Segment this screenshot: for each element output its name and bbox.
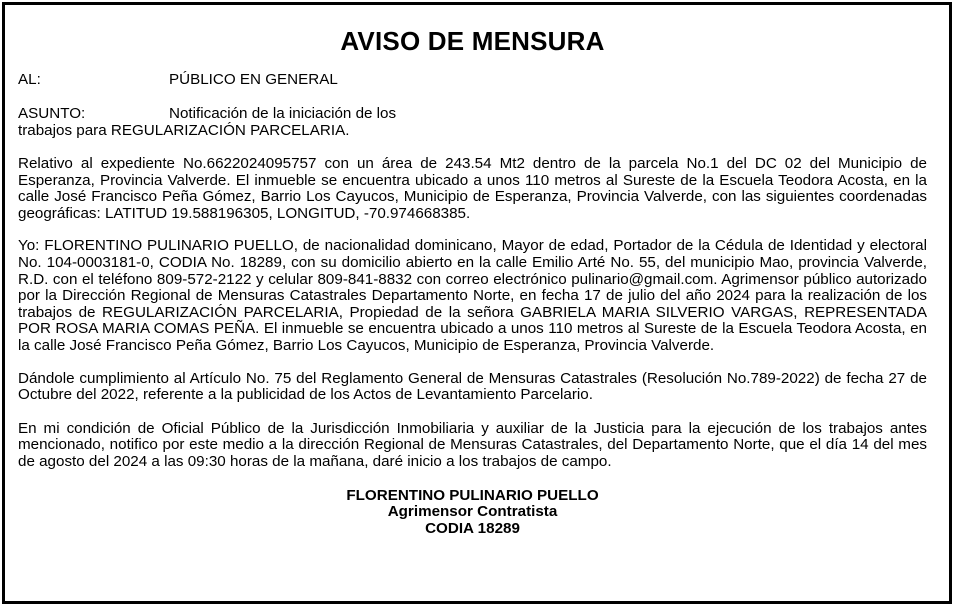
- subject-row-continued: [18, 122, 927, 139]
- subject-row: [18, 105, 927, 122]
- notice-title: AVISO DE MENSURA: [340, 26, 605, 56]
- paragraph-expediente: Relativo al expediente No.6622024095757 con un área de 243.54 Mt2 dentro de la parcela No.1 del DC 02 del Municipio de Esperanza, Provincia Valverde. El inmueble se encuentra ubicado a unos 110 metros al Sureste de la Escuela Teodora Acosta, en la calle José Francisco Peña Gómez, Barrio Los Cayucos, Municipio de Esperanza, Provincia Valverde, con las siguientes coordenadas geográficas: LATITUD 19.588196305, LONGITUD, -70.974668385.: [18, 155, 927, 222]
- paragraph-notification: En mi condición de Oficial Público de la Jurisdicción Inmobiliaria y auxiliar de la Justicia para la ejecución de los trabajos antes mencionado, notifico por este medio a la dirección Regional de Mensuras Catastrales, del Departamento Norte, que el día 14 del mes de agosto del 2024 a las 09:30 horas de la mañana, daré inicio a los trabajos de campo.: [18, 419, 927, 470]
- notice-content: [18, 26, 927, 537]
- signature-name: FLORENTINO PULINARIO PUELLO: [346, 486, 599, 504]
- addressee-value: PÚBLICO EN GENERAL: [169, 71, 338, 88]
- signature-role: Agrimensor Contratista: [387, 503, 558, 521]
- addressee-row: [18, 71, 927, 88]
- subject-label: ASUNTO:: [18, 105, 86, 122]
- paragraph-regulation: Dándole cumplimiento al Artículo No. 75 del Reglamento General de Mensuras Catastrales (Resolución No.789-2022) de fecha 27 de Octubre del 2022, referente a la publicidad de los Actos de Levantamiento Parcelario.: [18, 369, 927, 404]
- signature-codia: CODIA 18289: [425, 519, 520, 537]
- paragraph-surveyor: Yo: FLORENTINO PULINARIO PUELLO, de nacionalidad dominicano, Mayor de edad, Portador de la Cédula de Identidad y electoral No. 104-0003181-0, CODIA No. 18289, con su domicilio abierto en la calle Emilio Arté No. 55, del municipio Mao, provincia Valverde, R.D. con el teléfono 809-572-2122 y celular 809-841-8832 con correo electrónico pulinario@gmail.com. Agrimensor público autorizado por la Dirección Regional de Mensuras Catastrales Departamento Norte, en fecha 17 de julio del año 2024 para la realización de los trabajos de REGULARIZACIÓN PARCELARIA, Propiedad de la señora GABRIELA MARIA SILVERIO VARGAS, REPRESENTADA POR ROSA MARIA COMAS PEÑA. El inmueble se encuentra ubicado a unos 110 metros al Sureste de la Escuela Teodora Acosta, en la calle José Francisco Peña Gómez, Barrio Los Cayucos, Municipio de Esperanza, Provincia Valverde.: [18, 237, 927, 354]
- subject-value-line1: Notificación de la iniciación de los: [169, 105, 397, 122]
- addressee-label: AL:: [18, 71, 41, 88]
- subject-value-line2: trabajos para REGULARIZACIÓN PARCELARIA.: [18, 122, 350, 139]
- signature-block: [18, 488, 927, 538]
